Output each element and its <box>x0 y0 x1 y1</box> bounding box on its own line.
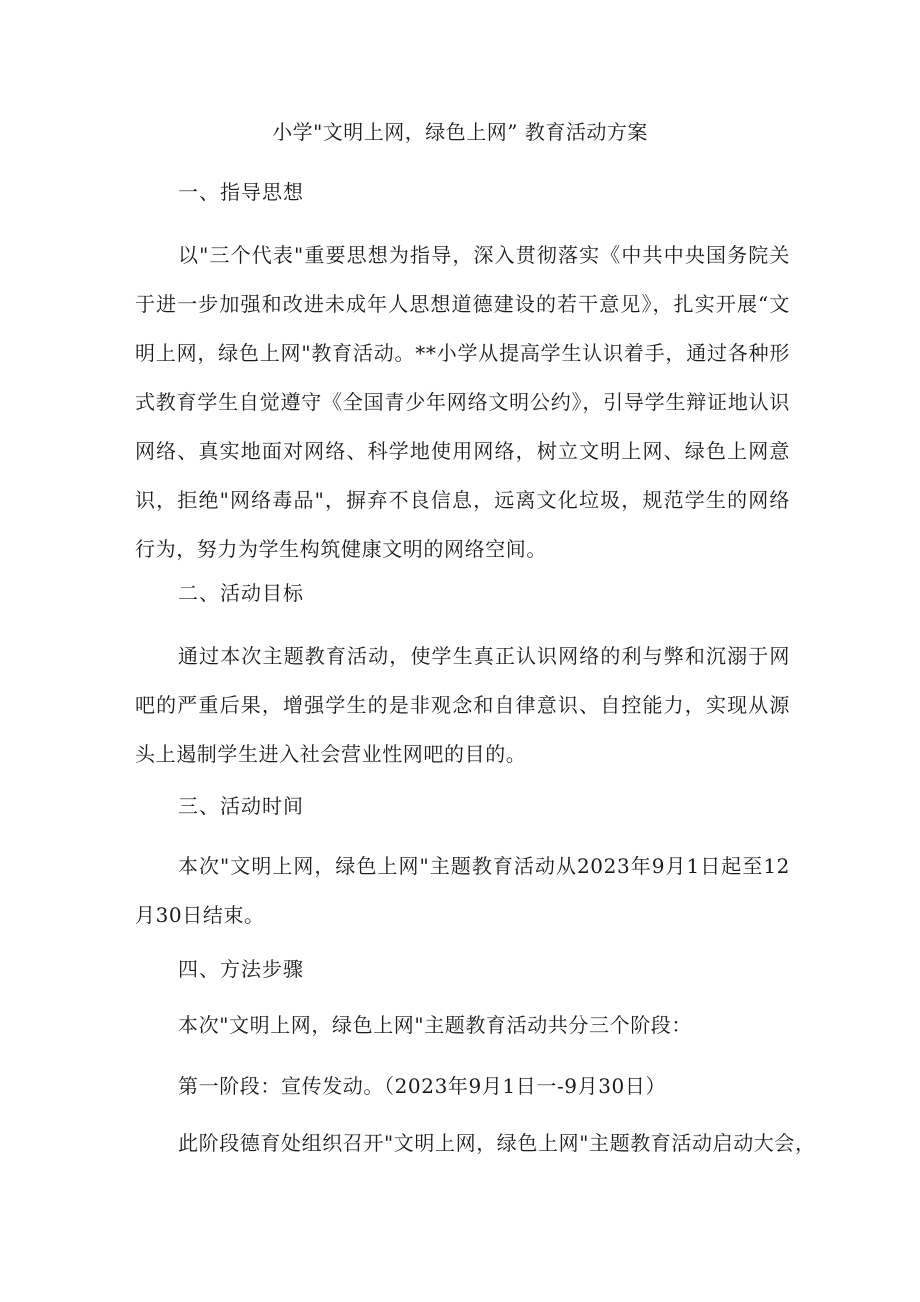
section-heading-guiding-ideology: 一、指导思想 <box>178 180 304 204</box>
section-heading-method-steps: 四、方法步骤 <box>178 957 304 981</box>
method-steps-line-phase-one: 第一阶段：宣传发动。（2023年9月1日一-9月30日） <box>178 1074 667 1098</box>
section-heading-activity-time: 三、活动时间 <box>178 794 304 818</box>
method-steps-line-intro: 本次"文明上网，绿色上网"主题教育活动共分三个阶段： <box>178 1013 692 1037</box>
section-paragraph-guiding-ideology: 以"三个代表"重要思想为指导，深入贯彻落实《中共中央国务院关于进一步加强和改进未成年人思想道德建设的若干意见》，扎实开展“文明上网，绿色上网"教育活动。**小学从提高学生认识着手，通过各种形式教育学生自觉遵守《全国青少年网络文明公约》，引导学生辩证地认识网络、真实地面对网络、科学地使用网络，树立文明上网、绿色上网意识，拒绝"网络毒品"，摒弃不良信息，远离文化垃圾，规范学生的网络行为，努力为学生构筑健康文明的网络空间。 <box>135 243 790 561</box>
section-heading-activity-goals: 二、活动目标 <box>178 581 304 605</box>
section-paragraph-activity-goals: 通过本次主题教育活动，使学生真正认识网络的利与弊和沉溺于网吧的严重后果，增强学生的是非观念和自律意识、自控能力，实现从源头上遏制学生进入社会营业性网吧的目的。 <box>135 644 790 766</box>
method-steps-line-phase-one-detail: 此阶段德育处组织召开"文明上网，绿色上网"主题教育活动启动大会， <box>178 1131 816 1155</box>
section-paragraph-activity-time: 本次"文明上网，绿色上网"主题教育活动从2023年9月1日起至12月30日结束。 <box>135 854 790 927</box>
document-title: 小学"文明上网，绿色上网” 教育活动方案 <box>272 120 648 144</box>
